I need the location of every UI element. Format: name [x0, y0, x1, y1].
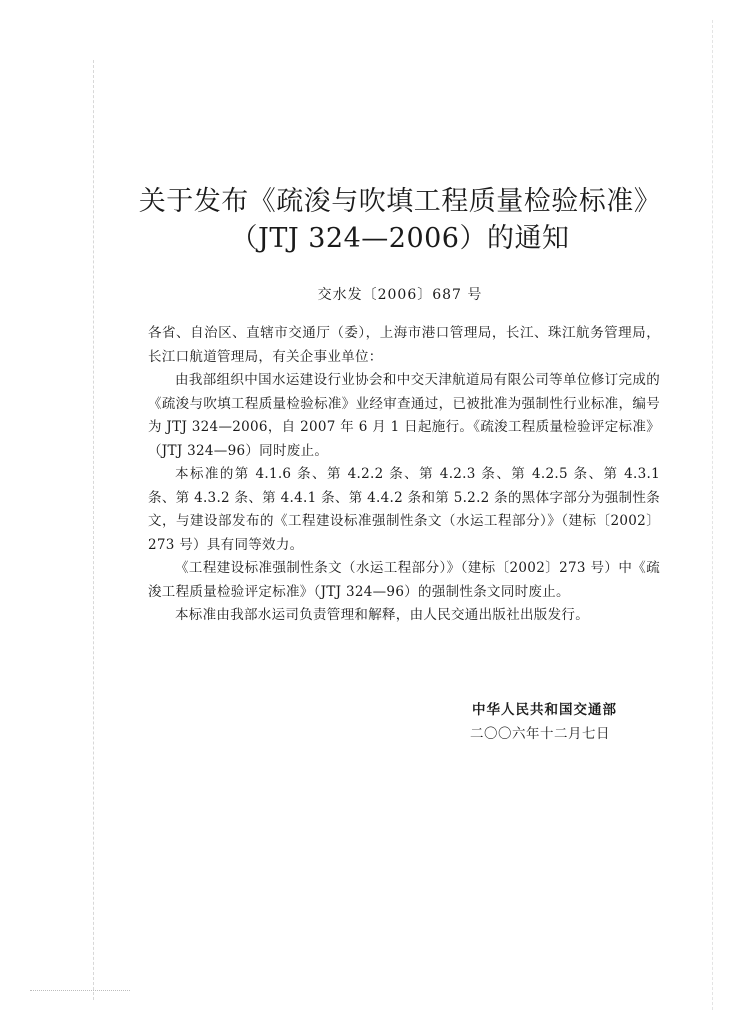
scan-artifact	[30, 990, 130, 999]
body-paragraph: 《工程建设标准强制性条文（水运工程部分）》（建标〔2002〕273 号）中《疏浚工程质量检验评定标准》（JTJ 324—96）的强制性条文同时废止。	[148, 560, 660, 600]
document-number: 交水发〔2006〕687 号	[317, 287, 483, 303]
addressee-paragraph: 各省、自治区、直辖市交通厅（委），上海市港口管理局，长江、珠江航务管理局，长江口航道管理局，有关企事业单位：	[148, 325, 660, 365]
body-paragraph: 本标准的第 4.1.6 条、第 4.2.2 条、第 4.2.3 条、第 4.2.5 条、第 4.3.1 条、第 4.3.2 条、第 4.4.1 条、第 4.4.2 条和第 5.2.2 条的黑体字部分为强制性条文，与建设部发布的《工程建设标准强制性条文（水运工程部分）》（建标〔2002〕273 号）具有同等效力。	[148, 466, 660, 553]
title-line-1: 关于发布《疏浚与吹填工程质量检验标准》	[138, 186, 662, 217]
body-paragraph: 由我部组织中国水运建设行业协会和中交天津航道局有限公司等单位修订完成的《疏浚与吹填工程质量检验标准》业经审查通过，已被批准为强制性行业标准，编号为 JTJ 324—2006，自 2007 年 6 月 1 日起施行。《疏浚工程质量检验评定标准》（JTJ 324—96）同时废止。	[148, 372, 660, 459]
notice-body	[148, 322, 660, 628]
body-paragraph: 本标准由我部水运司负责管理和解释，由人民交通出版社出版发行。	[175, 607, 589, 623]
signature-date: 二〇〇六年十二月七日	[470, 726, 610, 742]
page-margin-rule	[93, 60, 94, 1000]
signature-organization: 中华人民共和国交通部	[472, 702, 617, 718]
title-line-2: （JTJ 324—2006）的通知	[230, 223, 570, 254]
page-edge-rule	[712, 20, 713, 1010]
